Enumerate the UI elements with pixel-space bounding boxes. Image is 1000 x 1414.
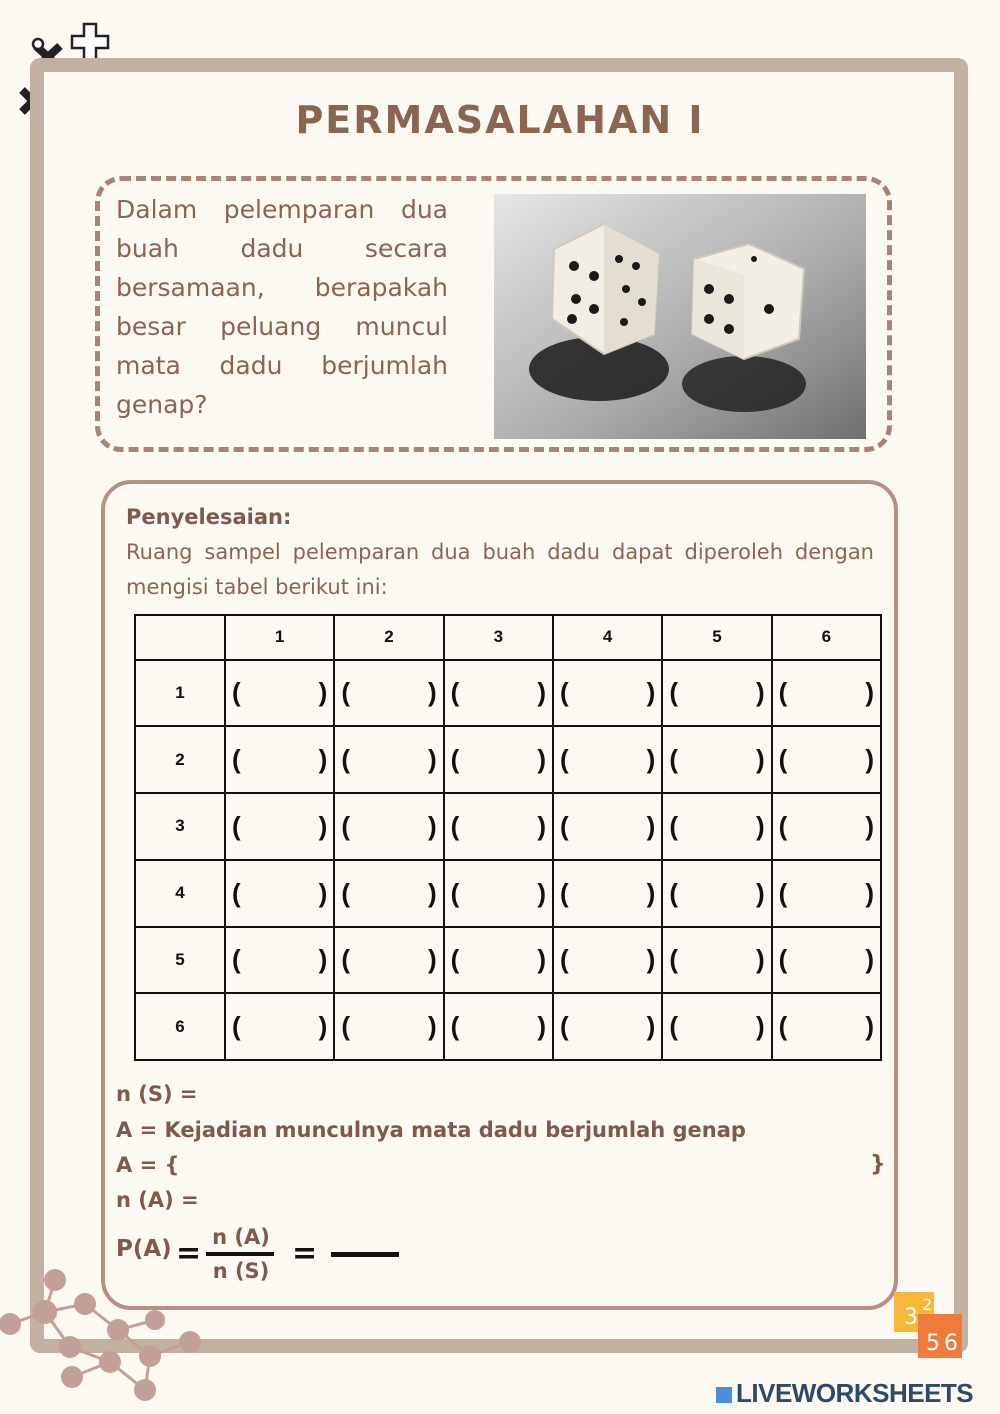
sample-pair-cell[interactable] [444,660,553,727]
sample-pair-cell[interactable] [225,927,334,994]
sample-pair-cell[interactable] [225,726,334,793]
open-paren: ( [669,744,678,775]
close-paren: ) [537,1011,546,1042]
sample-pair-cell[interactable] [662,726,771,793]
table-row [135,860,881,927]
probability-label: P(A) [116,1236,172,1262]
open-paren: ( [559,677,569,708]
table-corner-cell [135,615,225,660]
close-paren: ) [318,944,328,975]
open-paren: ( [450,810,460,841]
cube-digit: 3 [904,1305,918,1330]
close-paren: ) [755,877,765,908]
close-paren: ) [318,810,328,841]
row-header: 5 [135,927,225,994]
sample-pair-cell[interactable] [444,726,553,793]
open-paren: ( [778,944,788,975]
close-paren: ) [646,677,656,708]
sample-pair-cell[interactable] [662,793,771,860]
table-row [135,793,881,860]
open-paren: ( [559,944,569,975]
close-paren: ) [537,810,546,841]
sample-pair-cell[interactable] [553,726,662,793]
close-paren: ) [865,744,874,775]
col-header: 2 [334,615,443,660]
sample-space-table [134,614,882,1061]
close-paren: ) [537,677,546,708]
open-paren: ( [341,877,350,908]
row-header: 3 [135,793,225,860]
close-paren: ) [755,744,765,775]
sample-pair-cell[interactable] [334,993,443,1060]
sample-pair-cell[interactable] [225,793,334,860]
open-paren: ( [232,810,241,841]
event-a-definition: A = Kejadian munculnya mata dadu berjumlah genap [116,1118,746,1142]
set-a-open: A = { [116,1153,180,1177]
open-paren: ( [341,810,350,841]
sample-pair-cell[interactable] [772,793,881,860]
row-header: 4 [135,860,225,927]
sample-pair-cell[interactable] [444,860,553,927]
close-paren: ) [865,810,874,841]
open-paren: ( [450,877,460,908]
close-paren: ) [537,877,546,908]
table-row [135,660,881,727]
sample-pair-cell[interactable] [772,927,881,994]
col-header: 6 [772,615,881,660]
close-paren: ) [427,877,437,908]
open-paren: ( [778,877,788,908]
equals-sign: = [176,1236,202,1271]
open-paren: ( [778,1011,788,1042]
sample-pair-cell[interactable] [772,993,881,1060]
col-header: 5 [662,615,771,660]
page-title: PERMASALAHAN I [295,98,705,142]
close-paren: ) [646,944,656,975]
sample-pair-cell[interactable] [772,860,881,927]
open-paren: ( [559,1011,569,1042]
table-row [135,927,881,994]
brand-text: LIVEWORKSHEETS [736,1378,974,1408]
close-paren: ) [865,1011,874,1042]
solution-intro: Ruang sampel pelemparan dua buah dadu dapat diperoleh dengan mengisi tabel berikut ini: [126,540,874,599]
col-header: 4 [553,615,662,660]
sample-pair-cell[interactable] [662,927,771,994]
open-paren: ( [232,1011,241,1042]
table-header-row [135,615,881,660]
open-paren: ( [669,1011,678,1042]
close-paren: ) [865,677,874,708]
open-paren: ( [669,810,678,841]
sample-pair-cell[interactable] [334,860,443,927]
solution-heading: Penyelesaian: [126,505,292,529]
sample-pair-cell[interactable] [772,726,881,793]
sample-pair-cell[interactable] [334,726,443,793]
close-paren: ) [646,810,656,841]
open-paren: ( [669,877,678,908]
sample-pair-cell[interactable] [662,660,771,727]
sample-pair-cell[interactable] [444,927,553,994]
open-paren: ( [778,810,788,841]
open-paren: ( [669,677,678,708]
sample-pair-cell[interactable] [225,860,334,927]
sample-pair-cell[interactable] [662,993,771,1060]
set-a-close: } [870,1152,886,1177]
sample-pair-cell[interactable] [553,660,662,727]
fraction-numerator: n (A) [212,1225,270,1249]
open-paren: ( [232,944,241,975]
sample-pair-cell[interactable] [444,993,553,1060]
open-paren: ( [669,944,678,975]
problem-text: Dalam pelemparan dua buah dadu secara bersamaan, berapakah besar peluang muncul mata dadu berjumlah genap? [116,195,448,419]
row-header: 1 [135,660,225,727]
cube-digit: 6 [944,1331,958,1356]
equals-sign: = [292,1236,318,1271]
sample-pair-cell[interactable] [334,927,443,994]
close-paren: ) [537,744,546,775]
close-paren: ) [318,744,328,775]
dice-photo [494,194,866,439]
close-paren: ) [755,944,765,975]
sample-pair-cell[interactable] [553,793,662,860]
close-paren: ) [427,944,437,975]
close-paren: ) [537,944,546,975]
close-paren: ) [427,810,437,841]
open-paren: ( [559,877,569,908]
fraction-denominator: n (S) [212,1259,270,1283]
close-paren: ) [646,744,656,775]
open-paren: ( [450,944,460,975]
open-paren: ( [232,744,241,775]
cube-digit: 2 [922,1295,933,1314]
open-paren: ( [559,744,569,775]
close-paren: ) [427,1011,437,1042]
sample-pair-cell[interactable] [225,660,334,727]
row-header: 2 [135,726,225,793]
brand-icon [716,1387,732,1403]
sample-pair-cell[interactable] [553,860,662,927]
table-row [135,993,881,1060]
close-paren: ) [427,744,437,775]
sample-pair-cell[interactable] [553,927,662,994]
molecule-decoration-icon [0,1262,215,1412]
open-paren: ( [450,744,460,775]
close-paren: ) [755,1011,765,1042]
sample-count-label: n (S) = [116,1082,198,1106]
close-paren: ) [865,944,874,975]
sample-pair-cell[interactable] [662,860,771,927]
open-paren: ( [778,677,788,708]
open-paren: ( [341,1011,350,1042]
close-paren: ) [318,877,328,908]
open-paren: ( [450,1011,460,1042]
open-paren: ( [341,744,350,775]
sample-pair-cell[interactable] [334,660,443,727]
sample-pair-cell[interactable] [772,660,881,727]
close-paren: ) [427,677,437,708]
open-paren: ( [450,677,460,708]
close-paren: ) [646,1011,656,1042]
col-header: 1 [225,615,334,660]
fraction-bar [206,1252,274,1256]
close-paren: ) [318,1011,328,1042]
col-header: 3 [444,615,553,660]
table-row [135,726,881,793]
open-paren: ( [778,744,788,775]
close-paren: ) [865,877,874,908]
open-paren: ( [232,677,241,708]
close-paren: ) [318,677,328,708]
answer-blank[interactable] [331,1252,399,1257]
close-paren: ) [755,677,765,708]
close-paren: ) [755,810,765,841]
liveworksheets-logo[interactable] [716,1378,973,1409]
sample-pair-cell[interactable] [553,993,662,1060]
sample-pair-cell[interactable] [334,793,443,860]
number-cube-icon [888,1284,978,1364]
event-count-label: n (A) = [116,1188,199,1212]
open-paren: ( [232,877,241,908]
row-header: 6 [135,993,225,1060]
open-paren: ( [341,677,350,708]
sample-pair-cell[interactable] [225,993,334,1060]
open-paren: ( [341,944,350,975]
cube-digit: 5 [926,1331,940,1356]
sample-pair-cell[interactable] [444,793,553,860]
close-paren: ) [646,877,656,908]
open-paren: ( [559,810,569,841]
